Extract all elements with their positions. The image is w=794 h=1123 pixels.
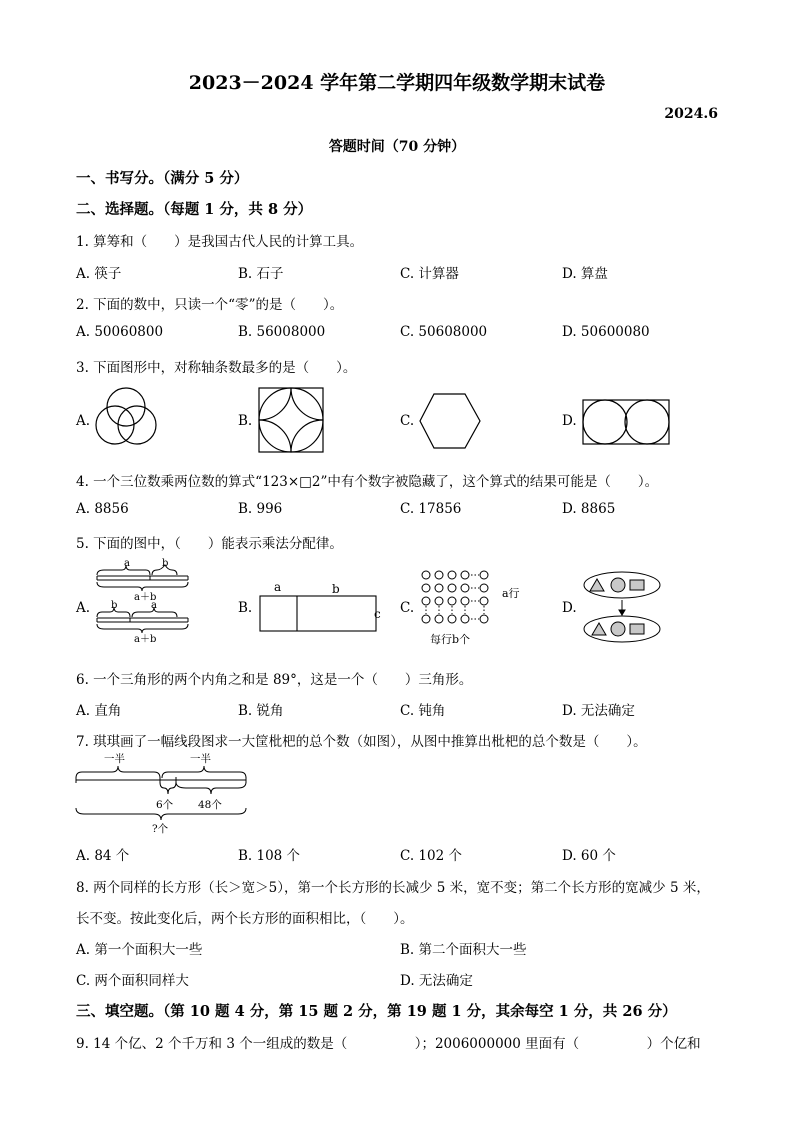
q5b-label-b: b [332, 582, 340, 596]
q7-option-b[interactable]: B. 108 个 [238, 848, 301, 864]
q8-option-a[interactable]: A. 第一个面积大一些 [76, 942, 203, 958]
q5c-row-label: a行 [502, 587, 520, 600]
q5-option-a[interactable]: A. [76, 600, 91, 616]
question-6-stem: 6. 一个三角形的两个内角之和是 89°，这是一个（ ）三角形。 [76, 672, 473, 688]
q4-option-d[interactable]: D. 8865 [562, 501, 616, 517]
question-8-stem-line2: 长不变。按此变化后，两个长方形的面积相比，（ ）。 [76, 911, 414, 927]
question-2-stem: 2. 下面的数中，只读一个“零”的是（ ）。 [76, 297, 344, 313]
q5d-shape-sets-diagram [582, 570, 664, 646]
q6-option-a[interactable]: A. 直角 [76, 703, 122, 719]
q2-option-c[interactable]: C. 50608000 [400, 324, 488, 340]
question-4-stem: 4. 一个三位数乘两位数的算式“123×□2”中有个数字被隐藏了，这个算式的结果可能是（ ）。 [76, 474, 659, 490]
q2-option-a[interactable]: A. 50060800 [76, 324, 164, 340]
q8-option-d[interactable]: D. 无法确定 [400, 973, 473, 989]
question-8-stem: 8. 两个同样的长方形（长＞宽＞5），第一个长方形的长减少 5 米，宽不变；第二个长方形的宽减少 5 米， [76, 880, 710, 896]
q5a-label-a-top: a [124, 558, 130, 569]
q7-label-half-2: 一半 [190, 753, 211, 765]
q5c-col-label: 每行b个 [430, 633, 471, 646]
q5a-segment-diagram [94, 560, 194, 652]
section-3-heading: 三、填空题。（第 10 题 4 分，第 15 题 2 分，第 19 题 1 分，其余每空 1 分，共 26 分） [76, 1003, 677, 1020]
q7-option-a[interactable]: A. 84 个 [76, 848, 130, 864]
q5a-label-sum-bottom: a＋b [134, 634, 157, 645]
q6-option-c[interactable]: C. 钝角 [400, 703, 446, 719]
q7-segment-diagram [74, 752, 254, 838]
q6-option-d[interactable]: D. 无法确定 [562, 703, 635, 719]
q5-option-b[interactable]: B. [238, 600, 253, 616]
q8-option-b[interactable]: B. 第二个面积大一些 [400, 942, 527, 958]
question-5-stem: 5. 下面的图中，（ ）能表示乘法分配律。 [76, 536, 343, 552]
q3-option-a[interactable]: A. [76, 413, 91, 429]
q1-option-c[interactable]: C. 计算器 [400, 266, 459, 282]
q2-option-d[interactable]: D. 50600080 [562, 324, 650, 340]
q5c-dot-grid-diagram [418, 566, 528, 650]
section-2-heading: 二、选择题。（每题 1 分，共 8 分） [76, 201, 313, 218]
q7-label-half-1: 一半 [104, 753, 125, 765]
question-3-stem: 3. 下面图形中，对称轴条数最多的是（ ）。 [76, 360, 357, 376]
q3-hexagon-figure [419, 393, 481, 449]
question-1-stem: 1. 算筹和（ ）是我国古代人民的计算工具。 [76, 234, 364, 250]
q5b-label-c: c [374, 607, 381, 621]
q7-label-total: ?个 [152, 823, 169, 835]
q2-option-b[interactable]: B. 56008000 [238, 324, 326, 340]
q5a-label-b-bottom: b [111, 600, 118, 611]
q6-option-b[interactable]: B. 锐角 [238, 703, 284, 719]
q1-option-a[interactable]: A. 筷子 [76, 266, 122, 282]
q7-option-d[interactable]: D. 60 个 [562, 848, 616, 864]
q4-option-b[interactable]: B. 996 [238, 501, 283, 517]
q8-option-c[interactable]: C. 两个面积同样大 [76, 973, 189, 989]
q5a-label-sum-top: a＋b [134, 592, 157, 603]
q3-trefoil-figure [94, 384, 158, 450]
question-9-stem: 9. 14 个亿、2 个千万和 3 个一组成的数是（ ）；2006000000 里面有（ ）个亿和 [76, 1036, 701, 1052]
q3-option-d[interactable]: D. [562, 413, 577, 429]
q4-option-a[interactable]: A. 8856 [76, 501, 129, 517]
q1-option-b[interactable]: B. 石子 [238, 266, 284, 282]
q5b-label-a: a [274, 580, 282, 594]
q5b-rectangle-diagram [256, 578, 388, 638]
q3-two-circles-figure [582, 399, 670, 445]
q3-option-c[interactable]: C. [400, 413, 415, 429]
q5-option-c[interactable]: C. [400, 600, 415, 616]
question-7-stem: 7. 琪琪画了一幅线段图求一大筐枇杷的总个数（如图），从图中推算出枇杷的总个数是（ ）。 [76, 734, 647, 750]
q5a-label-b-top: b [162, 558, 169, 569]
exam-date: 2024.6 [664, 106, 718, 122]
q7-option-c[interactable]: C. 102 个 [400, 848, 462, 864]
q5-option-d[interactable]: D. [562, 600, 577, 616]
q3-option-b[interactable]: B. [238, 413, 253, 429]
exam-duration: 答题时间（70 分钟） [328, 139, 466, 155]
q5a-label-a-bottom: a [151, 600, 157, 611]
q3-square-petals-figure [258, 387, 324, 453]
q1-option-d[interactable]: D. 算盘 [562, 266, 608, 282]
section-1-heading: 一、书写分。（满分 5 分） [76, 170, 249, 187]
q4-option-c[interactable]: C. 17856 [400, 501, 462, 517]
q7-label-6: 6个 [156, 799, 174, 811]
exam-title: 2023－2024 学年第二学期四年级数学期末试卷 [188, 72, 606, 94]
q7-label-48: 48个 [198, 799, 222, 811]
